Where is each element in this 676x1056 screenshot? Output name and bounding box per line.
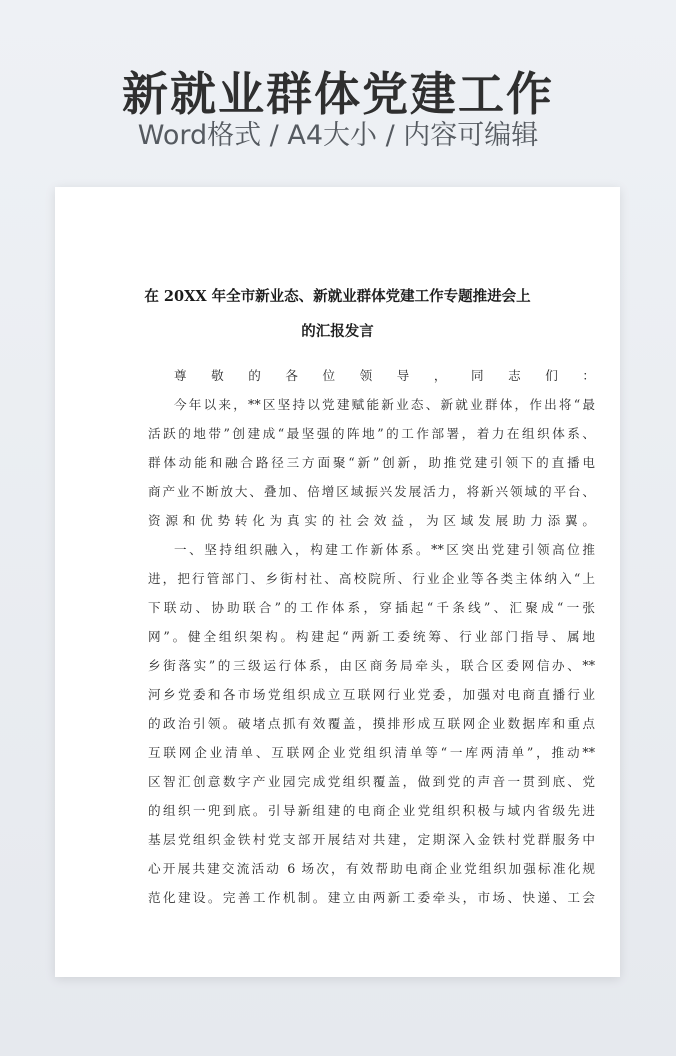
paragraph-line: 范化建设。完善工作机制。建立由两新工委牵头，市场、快递、工会 (148, 890, 595, 905)
paragraph-line: 乡街落实”的三级运行体系，由区商务局牵头，联合区委网信办、** (148, 658, 595, 673)
paragraph-line: 进，把行管部门、乡街村社、高校院所、行业企业等各类主体纳入“上 (148, 571, 595, 586)
paragraph-line: 下联动、协助联合”的工作体系，穿插起“千条线”、汇聚成“一张 (148, 600, 595, 615)
paragraph-line: 河乡党委和各市场党组织成立互联网行业党委，加强对电商直播行业 (148, 687, 595, 702)
paragraph-line: 今年以来，**区坚持以党建赋能新业态、新就业群体，作出将“最 (174, 397, 595, 412)
paragraph-line: 商产业不断放大、叠加、倍增区域振兴发展活力，将新兴领域的平台、 (148, 484, 595, 499)
paragraph-line: 一、坚持组织融入，构建工作新体系。**区突出党建引领高位推 (174, 542, 595, 557)
document-title-line-1: 在 20XX 年全市新业态、新就业群体党建工作专题推进会上 (144, 288, 531, 305)
document-page (55, 187, 620, 977)
paragraph-line: 区智汇创意数字产业园完成党组织覆盖，做到党的声音一贯到底、党 (148, 774, 595, 789)
document-title-line-2: 的汇报发言 (301, 323, 374, 340)
paragraph-line: 群体动能和融合路径三方面聚“新”创新，助推党建引领下的直播电 (148, 455, 595, 470)
paragraph-line: 基层党组织金铁村党支部开展结对共建，定期深入金铁村党群服务中 (148, 832, 595, 847)
hero-subtitle: Word格式 / A4大小 / 内容可编辑 (137, 120, 539, 151)
paragraph-line: 网”。健全组织架构。构建起“两新工委统筹、行业部门指导、属地 (148, 629, 595, 644)
hero-title: 新就业群体党建工作 (122, 67, 554, 121)
paragraph-line: 心开展共建交流活动 6 场次，有效帮助电商企业党组织加强标准化规 (148, 861, 595, 876)
paragraph-line: 的组织一兜到底。引导新组建的电商企业党组织积极与域内省级先进 (148, 803, 595, 818)
salutation: 尊敬的各位领导，同志们： (174, 368, 595, 383)
paragraph-line: 互联网企业清单、互联网企业党组织清单等“一库两清单”，推动** (148, 745, 595, 760)
paragraph-line: 活跃的地带”创建成“最坚强的阵地”的工作部署，着力在组织体系、 (148, 426, 595, 441)
paragraph-line: 资源和优势转化为真实的社会效益，为区域发展助力添翼。 (148, 513, 595, 528)
paragraph-line: 的政治引领。破堵点抓有效覆盖，摸排形成互联网企业数据库和重点 (148, 716, 595, 731)
